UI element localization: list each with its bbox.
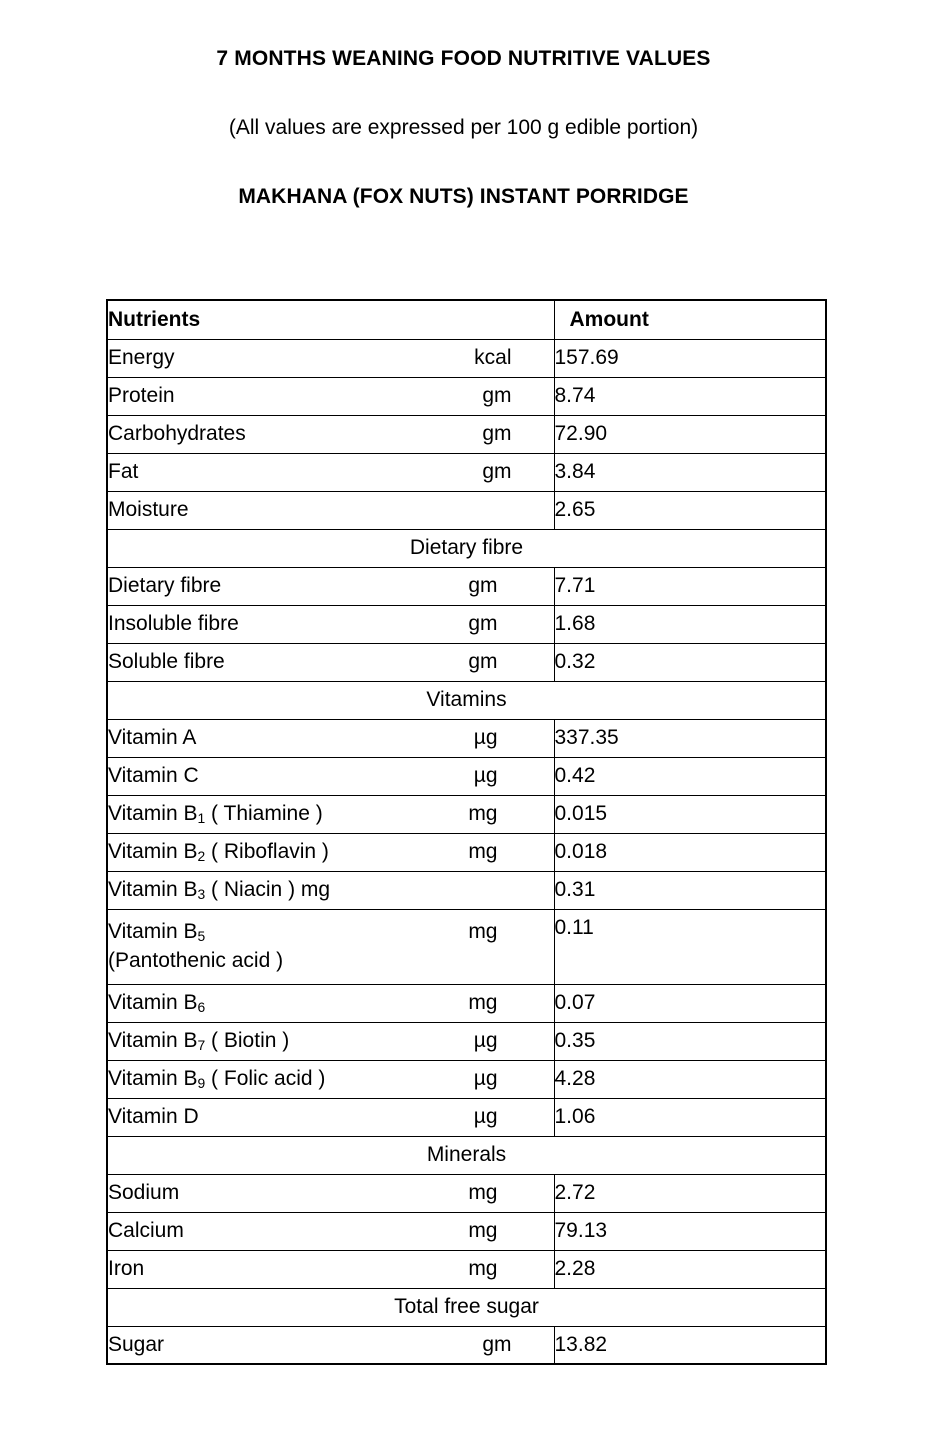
nutrient-unit: gm [482,1332,512,1356]
amount-cell: 0.11 [554,909,826,984]
table-section-row [107,1136,826,1174]
section-header-label: Vitamins [107,681,826,719]
table-row [107,1250,826,1288]
nutrient-subscript: 6 [197,999,206,1016]
nutrient-label: Vitamin $B_5$ [108,919,206,944]
nutrient-cell [107,984,554,1022]
nutrient-cell [107,1212,554,1250]
amount-cell: 13.82 [554,1326,826,1364]
amount-cell: 1.68 [554,605,826,643]
amount-cell: 337.35 [554,719,826,757]
nutrient-subscript: 5 [197,927,206,944]
table-header-row [107,300,826,339]
nutrient-unit: gm [482,460,512,483]
nutrient-label: Calcium [108,1219,184,1242]
nutrient-cell [107,1174,554,1212]
nutrient-cell [107,1250,554,1288]
nutrient-unit: mg [468,991,498,1014]
amount-cell: 72.90 [554,415,826,453]
table-row [107,909,826,984]
section-header-label: Dietary fibre [107,529,826,567]
nutrient-label: Vitamin $B_9$ ( Folic acid ) [108,1067,326,1092]
nutrient-label-line2: (Pantothenic acid ) [108,948,284,972]
column-header-nutrients: Nutrients [107,300,554,339]
nutrient-subscript: 9 [197,1075,206,1092]
nutrient-unit: µg [473,1067,498,1090]
nutrient-label: Vitamin D [108,1105,199,1128]
amount-cell: 7.71 [554,567,826,605]
amount-cell: 0.35 [554,1022,826,1060]
amount-cell: 0.42 [554,757,826,795]
table-row [107,1326,826,1364]
section-header-label: Minerals [107,1136,826,1174]
nutrient-unit: µg [473,764,498,787]
table-row [107,795,826,833]
nutrient-cell [107,491,554,529]
portion-note: (All values are expressed per 100 g edible portion) [228,116,699,140]
table-row [107,415,826,453]
nutrition-table [106,299,827,1365]
amount-cell: 0.07 [554,984,826,1022]
nutrient-label: Fat [108,460,139,483]
table-row [107,871,826,909]
table-row [107,339,826,377]
nutrient-cell [107,605,554,643]
nutrient-cell [107,795,554,833]
table-row [107,605,826,643]
nutrient-unit: mg [468,840,498,863]
nutrient-cell [107,757,554,795]
amount-cell: 0.015 [554,795,826,833]
nutrient-label: Moisture [108,498,189,521]
nutrient-cell [107,339,554,377]
nutrient-label: Soluble fibre [108,650,225,673]
nutrient-label: Sugar [108,1332,165,1356]
nutrient-cell [107,1060,554,1098]
nutrient-unit: gm [482,384,512,407]
section-header-label: Total free sugar [107,1288,826,1326]
table-row [107,643,826,681]
nutrient-label: Vitamin $B_2$ ( Riboflavin ) [108,840,329,865]
nutrient-unit: mg [468,1181,498,1204]
nutrient-unit: mg [468,1257,498,1280]
nutrient-cell [107,1022,554,1060]
table-row [107,1212,826,1250]
nutrient-label: Vitamin $B_7$ ( Biotin ) [108,1029,290,1054]
nutrient-label: Vitamin C [108,764,199,787]
nutrient-unit: gm [468,574,498,597]
nutrient-cell [107,567,554,605]
nutrient-label: Energy [108,346,175,369]
amount-cell: 0.31 [554,871,826,909]
nutrient-subscript: 3 [197,886,206,903]
page-title: 7 MONTHS WEANING FOOD NUTRITIVE VALUES [216,47,711,70]
amount-cell: 3.84 [554,453,826,491]
nutrient-unit: gm [468,650,498,673]
nutrient-label: Insoluble fibre [108,612,239,635]
amount-cell: 4.28 [554,1060,826,1098]
document-heading [0,0,927,210]
amount-cell: 2.72 [554,1174,826,1212]
nutrient-label: Vitamin A [108,726,197,749]
nutrient-unit: gm [468,612,498,635]
nutrient-unit: µg [473,1029,498,1052]
nutrient-unit: mg [468,919,498,943]
table-row [107,491,826,529]
amount-cell: 0.018 [554,833,826,871]
table-row [107,1098,826,1136]
product-title: MAKHANA (FOX NUTS) INSTANT PORRIDGE [238,185,689,209]
table-row [107,567,826,605]
table-row [107,453,826,491]
amount-cell: 8.74 [554,377,826,415]
nutrient-unit: kcal [474,346,512,369]
nutrient-cell [107,643,554,681]
nutrient-cell [107,909,554,984]
nutrient-cell [107,871,554,909]
nutrient-unit: mg [468,1219,498,1242]
table-section-row [107,529,826,567]
table-row [107,1060,826,1098]
table-row [107,1174,826,1212]
nutrient-label: Vitamin $B_1$ ( Thiamine ) [108,802,323,827]
table-section-row [107,681,826,719]
table-row [107,1022,826,1060]
nutrient-cell [107,833,554,871]
nutrient-label: Carbohydrates [108,422,246,445]
nutrient-unit: µg [473,1105,498,1128]
amount-cell: 1.06 [554,1098,826,1136]
nutrient-label: Vitamin $B_3$ ( Niacin ) mg [108,878,331,903]
nutrient-cell [107,453,554,491]
nutrient-unit: mg [468,802,498,825]
nutrient-label: Sodium [108,1181,180,1204]
table-row [107,377,826,415]
column-header-amount: Amount [554,300,826,339]
table-row [107,833,826,871]
nutrient-label: Iron [108,1257,145,1280]
nutrient-label: Dietary fibre [108,574,222,597]
nutrient-label: Vitamin $B_6$ [108,991,206,1016]
nutrition-table-body [107,339,826,1364]
table-row [107,719,826,757]
amount-cell: 2.65 [554,491,826,529]
nutrient-unit: µg [473,726,498,749]
amount-cell: 79.13 [554,1212,826,1250]
table-section-row [107,1288,826,1326]
table-row [107,984,826,1022]
nutrient-label: Protein [108,384,175,407]
nutrient-subscript: 2 [197,848,206,865]
nutrient-cell [107,1098,554,1136]
nutrient-cell [107,1326,554,1364]
nutrient-cell [107,719,554,757]
nutrient-subscript: 1 [197,810,206,827]
amount-cell: 157.69 [554,339,826,377]
nutrient-cell [107,415,554,453]
nutrition-table-container [106,299,827,1365]
amount-cell: 2.28 [554,1250,826,1288]
table-row [107,757,826,795]
nutrient-unit: gm [482,422,512,445]
nutrient-subscript: 7 [197,1037,206,1054]
amount-cell: 0.32 [554,643,826,681]
nutrient-cell [107,377,554,415]
